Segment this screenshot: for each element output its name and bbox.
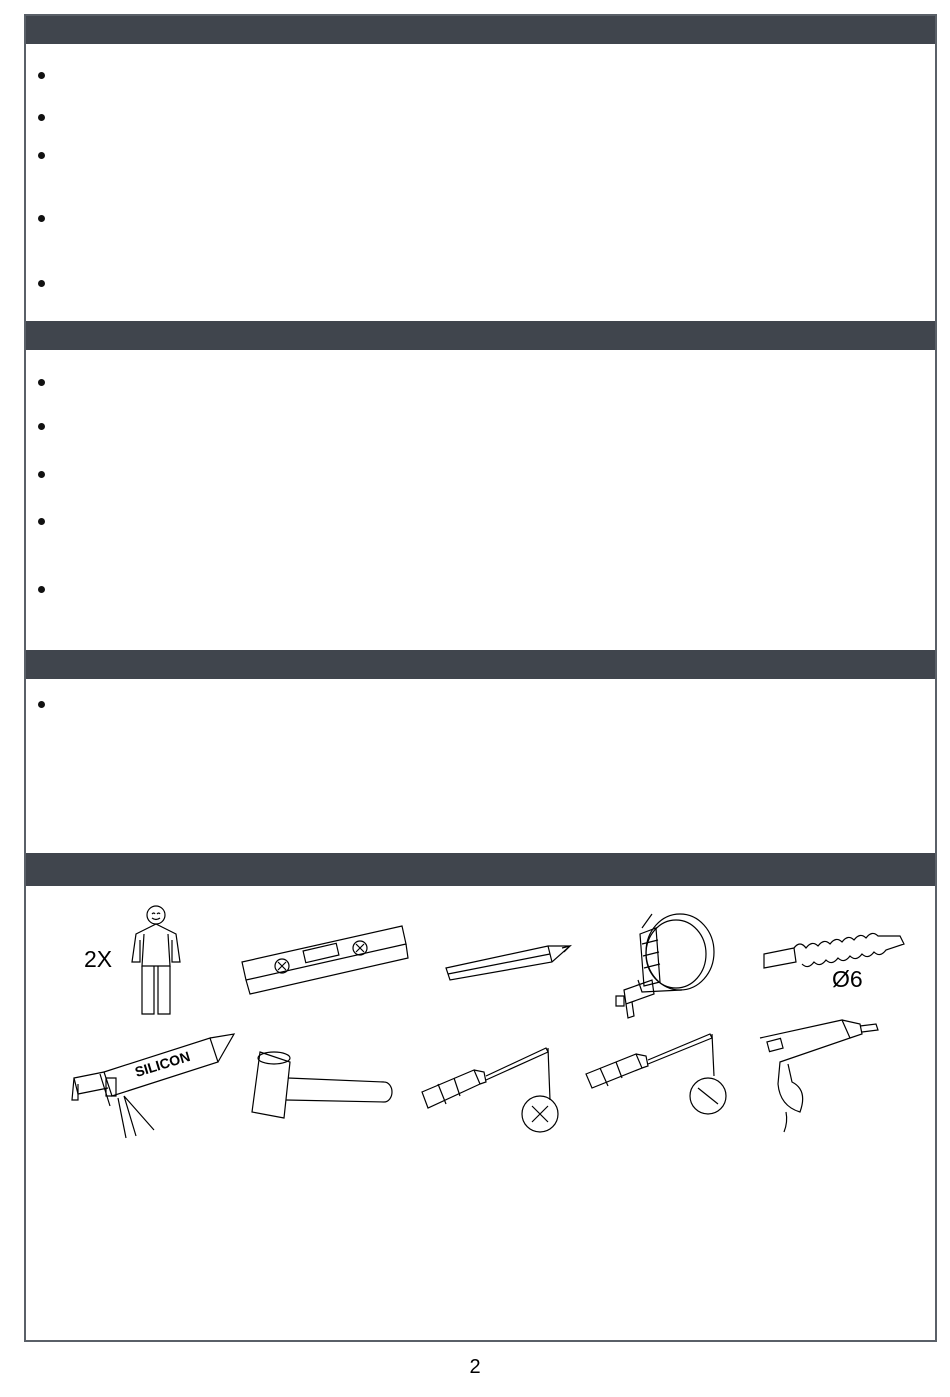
- phillips-screwdriver-icon: [418, 1042, 566, 1138]
- bullet-point: [38, 471, 45, 478]
- section-header-1: [26, 16, 935, 44]
- flathead-screwdriver-icon: [582, 1026, 732, 1118]
- bullet-point: [38, 379, 45, 386]
- bullet-point: [38, 518, 45, 525]
- bullet-point: [38, 423, 45, 430]
- section-header-3: [26, 650, 935, 679]
- page-number: 2: [469, 1356, 481, 1378]
- electric-drill-icon: [756, 1014, 880, 1134]
- two-person-icon: [128, 904, 184, 1016]
- bullet-point: [38, 114, 45, 121]
- tape-measure-icon: [612, 910, 722, 1020]
- silicone-gun-icon: [70, 1034, 238, 1144]
- bullet-point: [38, 72, 45, 79]
- mallet-icon: [244, 1048, 396, 1124]
- spirit-level-icon: [240, 922, 410, 998]
- bullet-point: [38, 280, 45, 287]
- silicone-label: SILICON: [132, 1048, 192, 1080]
- drill-bit-size-label: Ø6: [832, 966, 863, 992]
- bullet-point: [38, 215, 45, 222]
- section-header-2: [26, 321, 935, 350]
- bullet-point: [38, 701, 45, 708]
- section-header-tools: [26, 853, 935, 886]
- bullet-point: [38, 586, 45, 593]
- persons-count-label: 2X: [84, 946, 113, 972]
- bullet-point: [38, 152, 45, 159]
- pencil-icon: [444, 940, 574, 984]
